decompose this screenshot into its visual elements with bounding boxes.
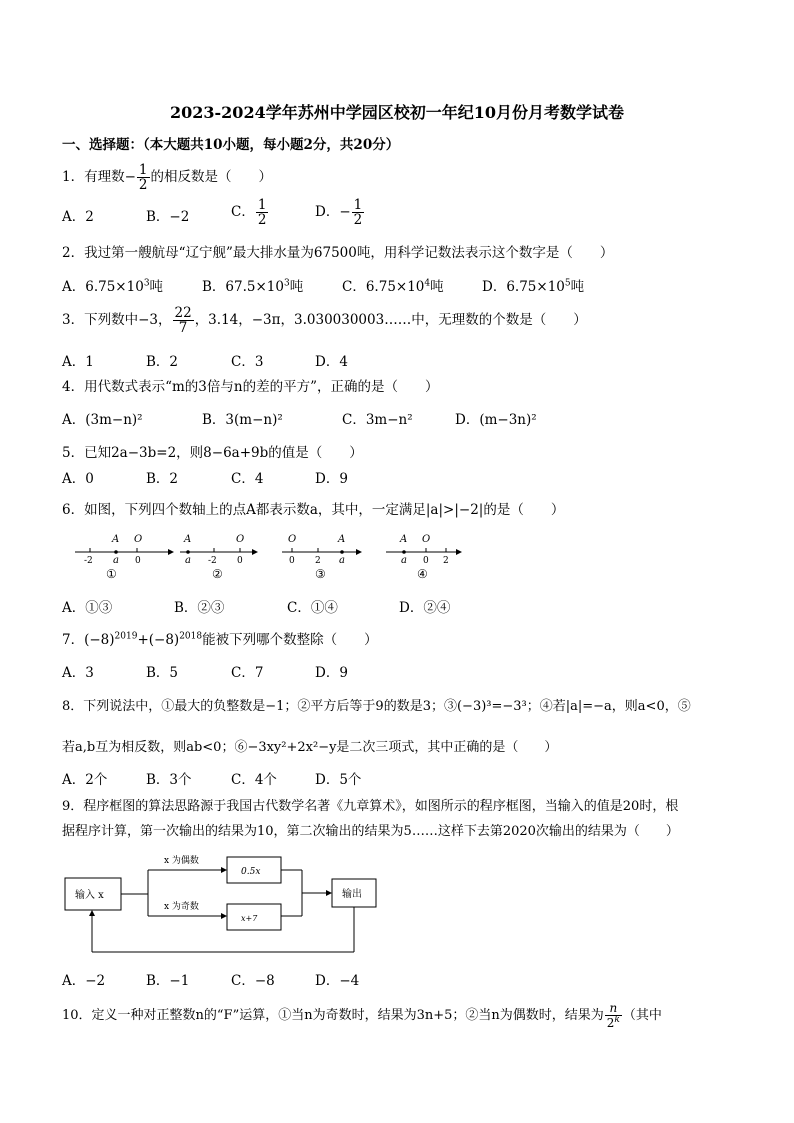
label-O-2: O <box>236 534 245 545</box>
q2-option-a[interactable] <box>62 275 163 295</box>
q1-frac-num: 1 <box>138 162 148 178</box>
q1-fraction <box>137 163 150 192</box>
section-heading: 一、选择题：（本大题共10小题，每小题2分，共20分） <box>62 137 400 153</box>
axis-arrow-3 <box>356 549 362 555</box>
q2-c-unit: 吨 <box>430 279 444 295</box>
question-9-line-2: 据程序计算，第一次输出的结果为10，第二次输出的结果为5……这样下去第2020次输出的结果为（ ） <box>62 824 679 839</box>
tick-label-4a: 0 <box>423 556 429 566</box>
q3-stem-b: ，3.14，−3π，3.030030003……中，无理数的个数是（ ） <box>194 312 587 329</box>
q2-d-unit: 吨 <box>570 279 585 295</box>
flowchart <box>60 848 390 958</box>
fig-label-2: ② <box>212 567 223 581</box>
question-8-line-1: 8．下列说法中，①最大的负整数是−1；②平方后等于9的数是3；③(−3)³=−3³；④若|a|=−a，则a<0，⑤ <box>62 699 691 714</box>
q1-frac-den: 2 <box>138 177 148 194</box>
point-4 <box>402 550 406 554</box>
label-a-3: a <box>339 555 345 566</box>
q10-text: 10．定义一种对正整数n的“F”运算，①当n为奇数时，结果为3n+5；②当n为偶数时，结果为 <box>62 1008 604 1024</box>
q1-option-d[interactable] <box>315 198 365 227</box>
q2-b-unit: 吨 <box>289 279 304 295</box>
question-4: 4．用代数式表示“m的3倍与n的差的平方”，正确的是（ ） <box>62 379 439 395</box>
q3-frac-den: 7 <box>178 320 188 337</box>
label-O-4: O <box>422 534 431 545</box>
q2-option-d[interactable] <box>482 275 584 295</box>
q2-c-exp: 4 <box>424 278 431 289</box>
q1-option-b[interactable]: B．−2 <box>146 209 190 225</box>
q2-d-base: 6.75×10 <box>506 279 565 295</box>
q7-option-c[interactable]: C．7 <box>231 665 264 681</box>
q2-option-c[interactable] <box>342 275 444 295</box>
q10-den-exp: k <box>614 1014 620 1025</box>
q10-frac-num: n <box>605 1002 622 1016</box>
question-3 <box>62 306 587 335</box>
axis-arrow-4 <box>456 549 462 555</box>
point-2 <box>186 550 190 554</box>
number-line-2 <box>180 534 258 581</box>
q5-option-b[interactable]: B．2 <box>146 471 179 487</box>
q7-option-a[interactable]: A．3 <box>62 665 94 681</box>
axis-arrow-2 <box>252 549 258 555</box>
q2-d-exp: 5 <box>564 278 571 289</box>
q4-option-d[interactable]: D．(m−3n)² <box>455 412 537 428</box>
q4-option-a[interactable]: A．(3m−n)² <box>62 412 143 428</box>
q4-option-c[interactable]: C．3m−n² <box>342 412 413 428</box>
q1-d-num: 1 <box>353 197 363 213</box>
q9-option-b[interactable]: B．−1 <box>146 973 190 989</box>
q8-option-a[interactable]: A．2个 <box>62 772 108 788</box>
point-3 <box>340 550 344 554</box>
q9-option-c[interactable]: C．−8 <box>231 973 275 989</box>
question-6: 6．如图，下列四个数轴上的点A都表示数a，其中，一定满足|a|>|−2|的是（ ） <box>62 502 565 518</box>
question-5: 5．已知2a−3b=2，则8−6a+9b的值是（ ） <box>62 445 363 461</box>
q1-option-c-fraction <box>256 198 269 227</box>
arrow-even <box>221 867 227 873</box>
q8-option-c[interactable]: C．4个 <box>231 772 277 788</box>
q7-base-2: +(−8) <box>137 632 180 648</box>
even-label: x 为偶数 <box>164 856 199 866</box>
label-O-3: O <box>288 534 297 545</box>
arrow-output <box>326 890 332 896</box>
q3-option-d[interactable]: D．4 <box>315 354 348 370</box>
exam-title: 2023-2024学年苏州中学园区校初一年纪10月份月考数学试卷 <box>170 103 624 122</box>
q1-c-den: 2 <box>257 212 267 229</box>
q2-a-base: 6.75×10 <box>85 279 144 295</box>
arrow-odd <box>221 913 227 919</box>
question-9-line-1: 9．程序框图的算法思路源于我国古代数学名著《九章算术》，如图所示的程序框图，当输入的值是20时，根 <box>62 799 679 814</box>
q2-a-unit: 吨 <box>149 279 164 295</box>
q1-d-den: 2 <box>353 212 363 229</box>
label-A-4: A <box>400 534 408 545</box>
q2-a-exp: 3 <box>143 278 150 289</box>
q2-option-b[interactable] <box>202 275 303 295</box>
input-label: 输入 x <box>75 890 104 901</box>
q7-exp-2: 2018 <box>179 631 203 642</box>
question-2: 2．我过第一艘航母“辽宁舰”最大排水量为67500吨，用科学记数法表示这个数字是（ ） <box>62 245 614 261</box>
output-label: 输出 <box>342 889 362 900</box>
number-line-1 <box>75 534 174 581</box>
label-A-1: A <box>112 534 120 545</box>
point-1 <box>114 550 118 554</box>
tick-label-3a: 0 <box>289 556 295 566</box>
q1-sign: − <box>124 169 136 186</box>
q1-option-d-label: D．− <box>315 204 351 221</box>
q10-tail: （其中 <box>622 1008 662 1024</box>
q5-option-d[interactable]: D．9 <box>315 471 348 487</box>
q8-option-d[interactable]: D．5个 <box>315 772 362 788</box>
q1-stem-b: 的相反数是（ ） <box>150 169 272 186</box>
tick-label-4b: 2 <box>443 556 449 566</box>
tick-label-1a: -2 <box>84 556 93 566</box>
q3-option-c[interactable]: C．3 <box>231 354 264 370</box>
label-A-2: A <box>184 534 192 545</box>
q7-option-d[interactable]: D．9 <box>315 665 348 681</box>
odd-label: x 为奇数 <box>164 902 199 912</box>
q7-stem-b: 能被下列哪个数整除（ ） <box>202 632 378 648</box>
q2-c-base: 6.75×10 <box>365 279 425 295</box>
tick-label-3b: 2 <box>315 556 321 566</box>
q2-b-base: 67.5×10 <box>225 279 284 295</box>
q3-fraction <box>173 306 194 335</box>
fig-label-4: ④ <box>417 567 428 581</box>
q2-c-label: C． <box>342 279 366 295</box>
q9-option-d[interactable]: D．−4 <box>315 973 360 989</box>
axis-arrow-1 <box>168 549 174 555</box>
q2-a-label: A． <box>62 279 86 295</box>
q4-option-b[interactable]: B．3(m−n)² <box>202 412 283 428</box>
arrow-loop <box>89 910 95 916</box>
label-a-4: a <box>401 555 407 566</box>
q6-option-d[interactable]: D．②④ <box>399 600 451 616</box>
q7-exp-1: 2019 <box>114 631 138 642</box>
q5-option-c[interactable]: C．4 <box>231 471 264 487</box>
question-1 <box>62 163 272 192</box>
q6-option-b[interactable]: B．②③ <box>174 600 225 616</box>
label-a-1: a <box>113 555 119 566</box>
fig-label-3: ③ <box>315 567 326 581</box>
number-line-figures <box>60 528 480 588</box>
label-A-3: A <box>338 534 346 545</box>
tick-label-2b: 0 <box>237 556 243 566</box>
q2-d-label: D． <box>482 279 507 295</box>
question-10 <box>62 1002 662 1029</box>
q8-option-b[interactable]: B．3个 <box>146 772 192 788</box>
q6-option-a[interactable]: A．①③ <box>62 600 113 616</box>
q3-frac-num: 22 <box>174 305 192 321</box>
tick-label-2a: -2 <box>208 556 217 566</box>
q10-fraction <box>605 1002 622 1029</box>
label-a-2: a <box>185 555 191 566</box>
q10-frac-den <box>605 1016 622 1030</box>
q3-stem-a: 3．下列数中−3， <box>62 312 172 329</box>
q9-option-a[interactable]: A．−2 <box>62 973 106 989</box>
tick-label-1b: 0 <box>135 556 141 566</box>
q1-option-d-fraction <box>352 198 365 227</box>
question-7 <box>62 628 378 648</box>
q3-option-b[interactable]: B．2 <box>146 354 179 370</box>
label-O-1: O <box>134 534 143 545</box>
q10-den-base: 2 <box>606 1015 615 1030</box>
fig-label-1: ① <box>106 567 117 581</box>
q5-option-a[interactable]: A．0 <box>62 471 94 487</box>
q3-option-a[interactable]: A．1 <box>62 354 94 370</box>
q1-option-a[interactable]: A．2 <box>62 209 94 225</box>
q2-b-label: B． <box>202 279 226 295</box>
q7-base-1: 7．(−8) <box>62 632 115 648</box>
even-op: 0.5x <box>241 867 261 877</box>
q1-option-c[interactable] <box>231 198 269 227</box>
number-line-4 <box>386 534 462 581</box>
question-8-line-2: 若a,b互为相反数，则ab<0；⑥−3xy²+2x²−y是二次三项式，其中正确的是（ ） <box>62 740 558 755</box>
q1-option-c-label: C． <box>231 204 255 221</box>
q6-option-c[interactable]: C．①④ <box>287 600 338 616</box>
number-line-3 <box>282 534 362 581</box>
q2-b-exp: 3 <box>283 278 290 289</box>
q7-option-b[interactable]: B．5 <box>146 665 179 681</box>
q1-stem-a: 1．有理数 <box>62 169 125 186</box>
q1-c-num: 1 <box>257 197 267 213</box>
odd-op: x+7 <box>241 914 258 923</box>
